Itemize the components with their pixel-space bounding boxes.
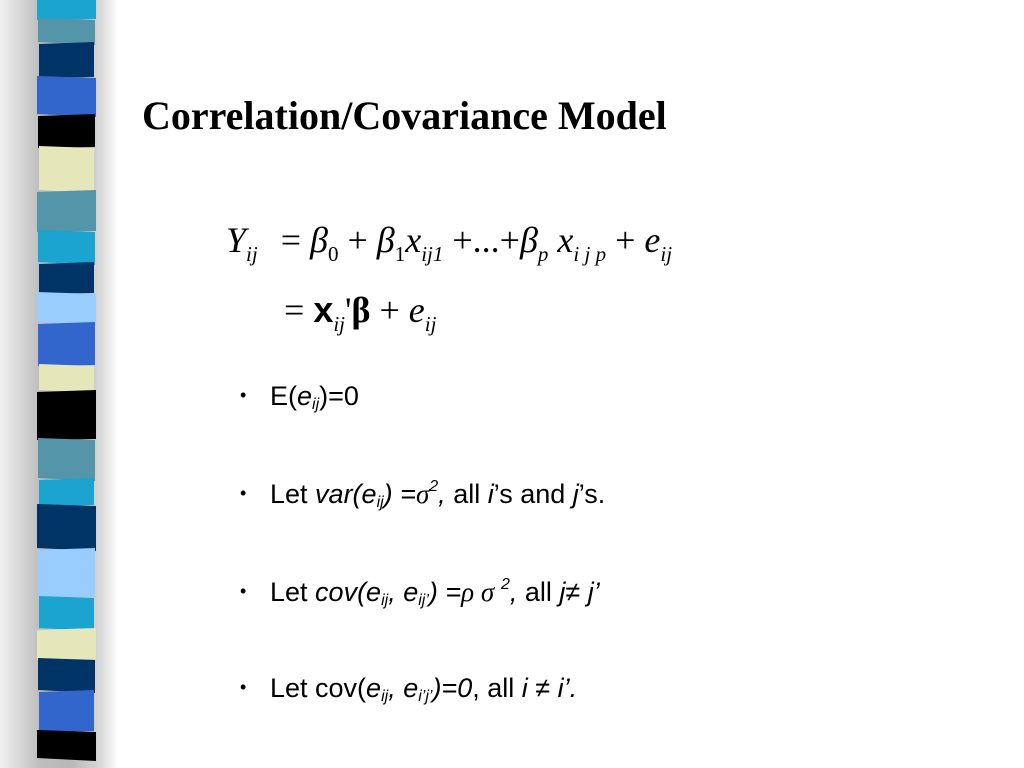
not-equal-symbol: ≠ <box>535 673 551 703</box>
strip-band <box>39 690 94 732</box>
x-vector-subscript: ij <box>333 312 346 336</box>
plus-sign: + <box>452 220 473 260</box>
text: , all <box>472 673 522 703</box>
equals-sign: = <box>280 220 302 260</box>
j-symbol: j <box>559 577 566 607</box>
sigma-symbol: σ <box>474 577 501 607</box>
e-subscript: ij <box>424 312 437 336</box>
e-subscript: ij <box>660 242 673 266</box>
beta-1-subscript: 1 <box>394 242 406 266</box>
i-symbol: i <box>521 673 536 703</box>
text: )=0 <box>319 381 359 411</box>
subscript: ij <box>312 396 320 413</box>
subscript: ij <box>381 688 389 705</box>
e-symbol: e <box>366 673 382 703</box>
x-1: x <box>405 220 422 260</box>
text: )=0 <box>432 673 473 703</box>
beta-p-subscript: p <box>537 242 549 266</box>
j-prime-symbol: j’ <box>580 577 600 607</box>
cov-expression: cov(e <box>315 577 382 607</box>
strip-band <box>37 292 96 325</box>
strip-band <box>37 730 96 761</box>
x-p-subscript: i j p <box>573 242 607 266</box>
bullet-expectation <box>240 381 359 414</box>
text: , e <box>388 673 419 703</box>
text: all <box>445 479 488 509</box>
superscript: 2 <box>500 576 510 593</box>
superscript: 2 <box>429 478 439 495</box>
rho-symbol: ρ <box>461 577 475 607</box>
x-1-subscript: ij1 <box>421 242 444 266</box>
strip-band <box>38 658 95 693</box>
equation-line-1 <box>226 220 673 266</box>
strip-band <box>38 322 95 366</box>
text: Let <box>270 479 316 509</box>
text: Let cov( <box>270 673 367 703</box>
strip-band <box>39 364 94 393</box>
subscript: i’j’ <box>418 688 433 705</box>
strip-band <box>37 0 96 20</box>
beta-vector: β <box>351 290 371 330</box>
x-p: x <box>557 220 574 260</box>
bullet-independence <box>240 673 577 706</box>
text: , <box>438 479 446 509</box>
bullet-dot: • <box>240 385 247 405</box>
i-prime-symbol: i’. <box>550 673 578 703</box>
y-subscript: ij <box>246 242 258 266</box>
bullet-covariance <box>240 576 600 610</box>
plus-sign: + <box>379 290 400 330</box>
strip-band <box>38 438 95 481</box>
strip-band <box>37 76 96 117</box>
e-symbol: e <box>408 290 425 330</box>
strip-band <box>39 42 94 78</box>
text: ) = <box>383 479 416 509</box>
text: all <box>517 577 560 607</box>
strip-band <box>38 114 95 148</box>
text: Let <box>270 577 316 607</box>
strip-band <box>39 596 94 631</box>
ellipsis: ... <box>472 220 500 260</box>
strip-band <box>37 190 96 232</box>
bullet-dot: • <box>240 581 247 601</box>
j-symbol: j <box>572 479 579 509</box>
strip-band <box>39 262 94 294</box>
beta-0-subscript: 0 <box>327 242 339 266</box>
slide-title: Correlation/Covariance Model <box>142 93 667 138</box>
x-vector: x <box>313 289 334 330</box>
strip-band <box>37 628 96 660</box>
text: ) = <box>428 577 462 607</box>
e-symbol: e <box>644 220 661 260</box>
text: , e <box>388 577 419 607</box>
plus-sign: + <box>615 220 636 260</box>
sigma-symbol: σ <box>415 479 430 509</box>
text: ’s. <box>578 479 606 509</box>
strip-band <box>39 146 94 193</box>
strip-band <box>38 548 95 598</box>
plus-sign: + <box>347 220 368 260</box>
strip-band <box>37 504 96 551</box>
strip-band <box>38 18 95 45</box>
equation-line-2 <box>284 289 437 336</box>
beta-p: β <box>519 220 538 260</box>
var-expression: var(e <box>315 479 377 509</box>
text: E( <box>270 381 297 411</box>
strip-band <box>39 478 94 506</box>
strip-band <box>38 230 95 265</box>
beta-0: β <box>310 220 328 260</box>
prime-mark: ' <box>345 290 352 330</box>
text: ’s and <box>493 479 573 509</box>
strip-band <box>37 390 96 440</box>
not-equal-symbol: ≠ <box>565 577 581 607</box>
subscript: ij’ <box>418 592 429 609</box>
bullet-variance <box>240 478 605 512</box>
decorative-strip <box>0 0 118 768</box>
text: , <box>509 577 518 607</box>
subscript: ij <box>376 494 384 511</box>
subscript: ij <box>381 592 389 609</box>
equals-sign: = <box>284 290 305 330</box>
y-symbol: Y <box>226 220 247 260</box>
e-symbol: e <box>297 381 313 411</box>
bullet-dot: • <box>240 677 247 697</box>
beta-1: β <box>376 220 395 260</box>
plus-sign: + <box>499 220 520 260</box>
bullet-dot: • <box>240 483 247 503</box>
i-symbol: i <box>487 479 494 509</box>
